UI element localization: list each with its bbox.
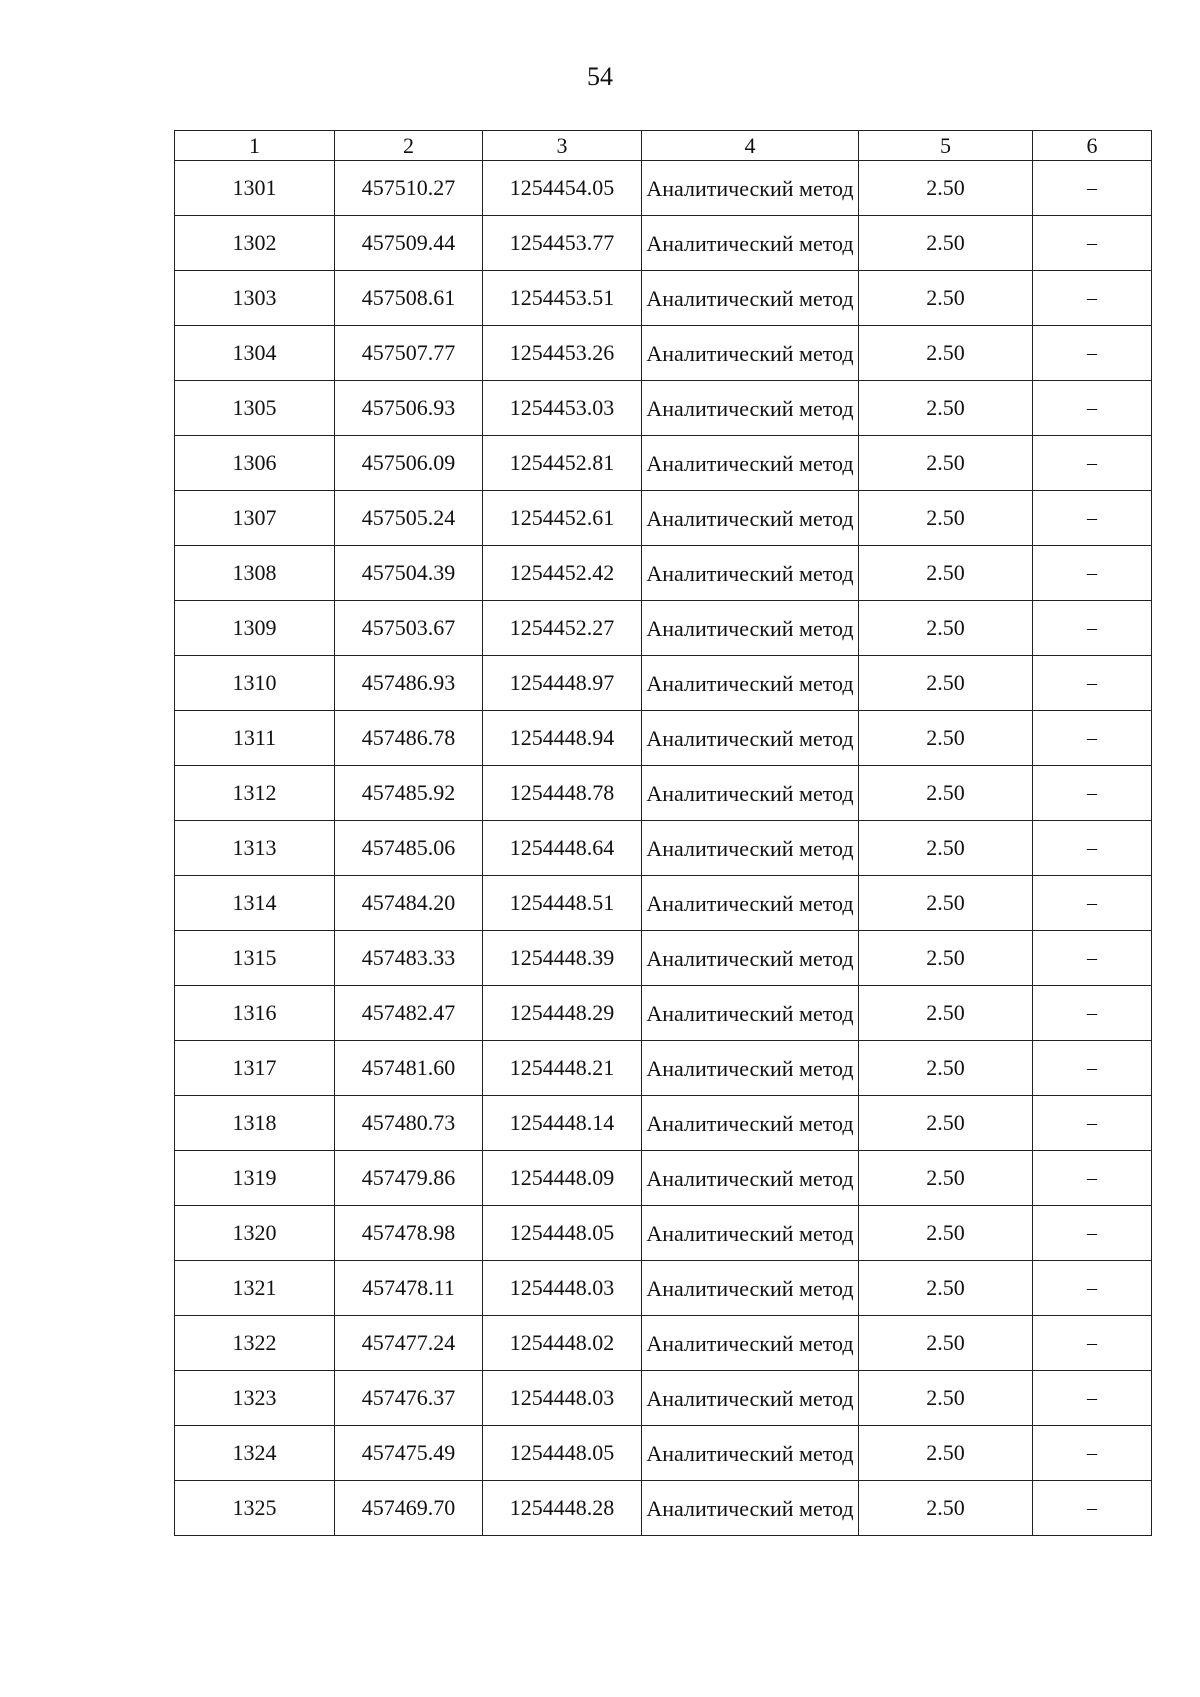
cell-x-coordinate: 457469.70 [335,1481,483,1536]
table-row [175,161,1152,216]
cell-y-coordinate: 1254448.05 [483,1426,642,1481]
cell-y-coordinate: 1254448.39 [483,931,642,986]
cell-y-coordinate: 1254453.03 [483,381,642,436]
cell-note: – [1033,271,1152,326]
cell-note: – [1033,546,1152,601]
cell-method: Аналитический метод [642,1151,859,1206]
cell-note: – [1033,931,1152,986]
cell-accuracy: 2.50 [859,601,1033,656]
cell-y-coordinate: 1254448.64 [483,821,642,876]
cell-point-number: 1305 [175,381,335,436]
cell-x-coordinate: 457510.27 [335,161,483,216]
cell-x-coordinate: 457475.49 [335,1426,483,1481]
cell-accuracy: 2.50 [859,1371,1033,1426]
table-row [175,381,1152,436]
cell-x-coordinate: 457483.33 [335,931,483,986]
cell-x-coordinate: 457477.24 [335,1316,483,1371]
cell-note: – [1033,1316,1152,1371]
cell-point-number: 1304 [175,326,335,381]
cell-method: Аналитический метод [642,876,859,931]
cell-note: – [1033,161,1152,216]
cell-y-coordinate: 1254448.28 [483,1481,642,1536]
cell-point-number: 1307 [175,491,335,546]
cell-x-coordinate: 457486.93 [335,656,483,711]
cell-point-number: 1314 [175,876,335,931]
cell-method: Аналитический метод [642,766,859,821]
cell-x-coordinate: 457508.61 [335,271,483,326]
cell-accuracy: 2.50 [859,1481,1033,1536]
cell-note: – [1033,216,1152,271]
table-row [175,876,1152,931]
cell-point-number: 1325 [175,1481,335,1536]
cell-point-number: 1302 [175,216,335,271]
table-row [175,1316,1152,1371]
cell-x-coordinate: 457507.77 [335,326,483,381]
cell-method: Аналитический метод [642,216,859,271]
cell-accuracy: 2.50 [859,656,1033,711]
cell-y-coordinate: 1254448.03 [483,1261,642,1316]
cell-accuracy: 2.50 [859,1426,1033,1481]
cell-y-coordinate: 1254452.81 [483,436,642,491]
page-number: 54 [587,62,613,91]
cell-accuracy: 2.50 [859,986,1033,1041]
cell-y-coordinate: 1254452.42 [483,546,642,601]
table-row [175,216,1152,271]
cell-accuracy: 2.50 [859,546,1033,601]
table-row [175,491,1152,546]
cell-accuracy: 2.50 [859,216,1033,271]
cell-x-coordinate: 457506.93 [335,381,483,436]
cell-x-coordinate: 457503.67 [335,601,483,656]
table-row [175,326,1152,381]
table-row [175,711,1152,766]
cell-method: Аналитический метод [642,326,859,381]
cell-y-coordinate: 1254448.05 [483,1206,642,1261]
cell-y-coordinate: 1254448.78 [483,766,642,821]
cell-x-coordinate: 457478.98 [335,1206,483,1261]
cell-method: Аналитический метод [642,931,859,986]
cell-accuracy: 2.50 [859,271,1033,326]
cell-y-coordinate: 1254448.51 [483,876,642,931]
cell-method: Аналитический метод [642,161,859,216]
cell-accuracy: 2.50 [859,326,1033,381]
cell-y-coordinate: 1254448.97 [483,656,642,711]
cell-point-number: 1306 [175,436,335,491]
cell-accuracy: 2.50 [859,1041,1033,1096]
cell-x-coordinate: 457476.37 [335,1371,483,1426]
header-cell: 1 [175,131,335,161]
cell-note: – [1033,601,1152,656]
cell-note: – [1033,766,1152,821]
cell-point-number: 1319 [175,1151,335,1206]
cell-y-coordinate: 1254448.14 [483,1096,642,1151]
cell-point-number: 1313 [175,821,335,876]
cell-accuracy: 2.50 [859,766,1033,821]
cell-point-number: 1310 [175,656,335,711]
cell-method: Аналитический метод [642,1481,859,1536]
cell-point-number: 1301 [175,161,335,216]
cell-y-coordinate: 1254448.02 [483,1316,642,1371]
cell-accuracy: 2.50 [859,1316,1033,1371]
cell-note: – [1033,656,1152,711]
cell-x-coordinate: 457486.78 [335,711,483,766]
cell-method: Аналитический метод [642,436,859,491]
cell-point-number: 1316 [175,986,335,1041]
table-row [175,1041,1152,1096]
table-row [175,656,1152,711]
cell-method: Аналитический метод [642,1371,859,1426]
cell-note: – [1033,1041,1152,1096]
cell-method: Аналитический метод [642,1426,859,1481]
cell-accuracy: 2.50 [859,931,1033,986]
table-row [175,1096,1152,1151]
table-row [175,546,1152,601]
cell-note: – [1033,1151,1152,1206]
cell-y-coordinate: 1254448.29 [483,986,642,1041]
cell-point-number: 1308 [175,546,335,601]
cell-point-number: 1309 [175,601,335,656]
cell-point-number: 1320 [175,1206,335,1261]
table-row [175,1261,1152,1316]
cell-accuracy: 2.50 [859,1151,1033,1206]
cell-point-number: 1315 [175,931,335,986]
cell-method: Аналитический метод [642,546,859,601]
table-row [175,1151,1152,1206]
cell-method: Аналитический метод [642,986,859,1041]
table-row [175,766,1152,821]
cell-method: Аналитический метод [642,1261,859,1316]
header-cell: 5 [859,131,1033,161]
cell-method: Аналитический метод [642,271,859,326]
cell-note: – [1033,436,1152,491]
table-body [175,161,1152,1536]
cell-x-coordinate: 457480.73 [335,1096,483,1151]
cell-x-coordinate: 457506.09 [335,436,483,491]
cell-method: Аналитический метод [642,656,859,711]
cell-point-number: 1317 [175,1041,335,1096]
table-row [175,601,1152,656]
header-cell: 2 [335,131,483,161]
cell-note: – [1033,1206,1152,1261]
cell-method: Аналитический метод [642,1096,859,1151]
cell-x-coordinate: 457485.06 [335,821,483,876]
cell-point-number: 1311 [175,711,335,766]
cell-accuracy: 2.50 [859,1261,1033,1316]
header-cell: 4 [642,131,859,161]
cell-point-number: 1312 [175,766,335,821]
cell-method: Аналитический метод [642,381,859,436]
cell-accuracy: 2.50 [859,491,1033,546]
cell-accuracy: 2.50 [859,711,1033,766]
cell-accuracy: 2.50 [859,1096,1033,1151]
cell-note: – [1033,1371,1152,1426]
cell-point-number: 1324 [175,1426,335,1481]
cell-accuracy: 2.50 [859,1206,1033,1261]
table-row [175,271,1152,326]
cell-x-coordinate: 457478.11 [335,1261,483,1316]
cell-method: Аналитический метод [642,1041,859,1096]
cell-point-number: 1322 [175,1316,335,1371]
table-row [175,436,1152,491]
table-row [175,821,1152,876]
cell-x-coordinate: 457505.24 [335,491,483,546]
cell-accuracy: 2.50 [859,381,1033,436]
cell-y-coordinate: 1254448.21 [483,1041,642,1096]
cell-method: Аналитический метод [642,601,859,656]
cell-note: – [1033,1426,1152,1481]
cell-note: – [1033,491,1152,546]
cell-point-number: 1321 [175,1261,335,1316]
table-row [175,1481,1152,1536]
table-row [175,986,1152,1041]
cell-method: Аналитический метод [642,1316,859,1371]
cell-x-coordinate: 457481.60 [335,1041,483,1096]
cell-method: Аналитический метод [642,1206,859,1261]
cell-note: – [1033,381,1152,436]
cell-y-coordinate: 1254452.27 [483,601,642,656]
cell-note: – [1033,821,1152,876]
cell-accuracy: 2.50 [859,161,1033,216]
table-row [175,1371,1152,1426]
table-row [175,1426,1152,1481]
cell-x-coordinate: 457504.39 [335,546,483,601]
cell-point-number: 1303 [175,271,335,326]
cell-method: Аналитический метод [642,491,859,546]
cell-y-coordinate: 1254452.61 [483,491,642,546]
cell-y-coordinate: 1254448.03 [483,1371,642,1426]
cell-method: Аналитический метод [642,711,859,766]
cell-method: Аналитический метод [642,821,859,876]
cell-point-number: 1318 [175,1096,335,1151]
cell-accuracy: 2.50 [859,821,1033,876]
table-row [175,931,1152,986]
cell-note: – [1033,1261,1152,1316]
cell-note: – [1033,986,1152,1041]
cell-x-coordinate: 457509.44 [335,216,483,271]
cell-y-coordinate: 1254448.09 [483,1151,642,1206]
cell-x-coordinate: 457479.86 [335,1151,483,1206]
cell-y-coordinate: 1254453.51 [483,271,642,326]
cell-note: – [1033,876,1152,931]
header-cell: 6 [1033,131,1152,161]
cell-note: – [1033,711,1152,766]
cell-y-coordinate: 1254453.77 [483,216,642,271]
cell-y-coordinate: 1254454.05 [483,161,642,216]
table-row [175,1206,1152,1261]
cell-note: – [1033,1481,1152,1536]
cell-x-coordinate: 457482.47 [335,986,483,1041]
cell-x-coordinate: 457484.20 [335,876,483,931]
cell-accuracy: 2.50 [859,876,1033,931]
cell-x-coordinate: 457485.92 [335,766,483,821]
header-row [175,131,1152,161]
cell-note: – [1033,326,1152,381]
coordinates-table [174,130,1152,1536]
cell-note: – [1033,1096,1152,1151]
cell-y-coordinate: 1254448.94 [483,711,642,766]
header-cell: 3 [483,131,642,161]
cell-y-coordinate: 1254453.26 [483,326,642,381]
cell-point-number: 1323 [175,1371,335,1426]
cell-accuracy: 2.50 [859,436,1033,491]
